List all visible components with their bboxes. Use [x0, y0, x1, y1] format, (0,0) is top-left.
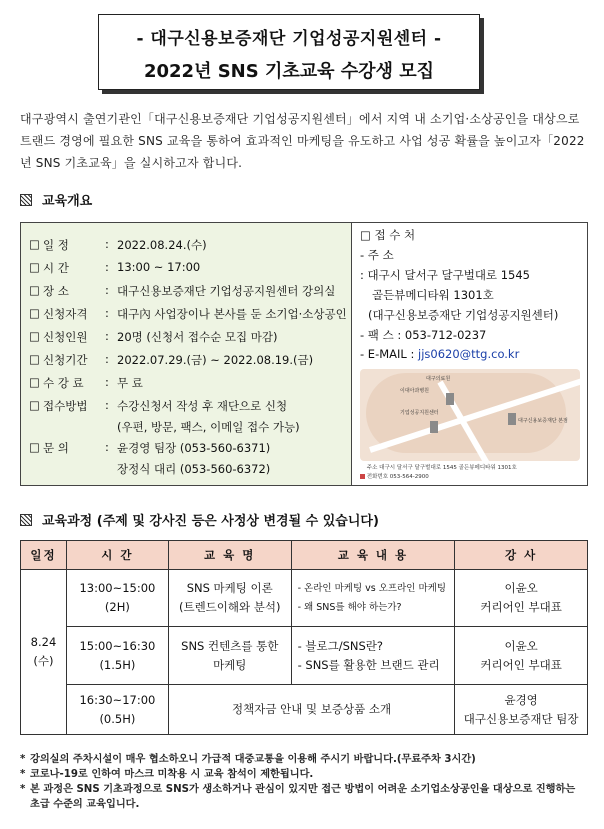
- reception-panel: [351, 223, 587, 485]
- overview-details: [21, 223, 351, 485]
- notes: [20, 752, 586, 812]
- overview-date-value: 2022.08.24.(수): [117, 238, 207, 252]
- overview-eligibility-row: □ 신청자격 : 대구內 사업장이나 본사를 둔 소기업·소상공인: [29, 306, 347, 321]
- reception-addr-label: - 주 소: [360, 248, 394, 262]
- overview-fee-row: □ 수 강 료 : 무 료: [29, 375, 143, 390]
- overview-time-row: □ 시 간 : 13:00 ~ 17:00: [29, 260, 201, 275]
- header-content: 교 육 내 용: [291, 541, 455, 570]
- content-cell: - 온라인 마케팅 vs 오프라인 마케팅 - 왜 SNS를 해야 하는가?: [291, 570, 455, 627]
- note-item: * 본 과정은 SNS 기초과정으로 SNS가 생소하거나 관심이 있지만 접근 방법이 어려운 소기업소상공인을 대상으로 진행하는 초급 수준의 교육입니다.: [20, 782, 586, 812]
- overview-box: [20, 222, 588, 486]
- reception-addr3: (대구신용보증재단 기업성공지원센터): [368, 308, 559, 322]
- header-time: 시 간: [66, 541, 168, 570]
- overview-method-row: □ 접수방법 : 수강신청서 작성 후 재단으로 신청: [29, 398, 288, 413]
- overview-place-row: □ 장 소 : 대구신용보증재단 기업성공지원센터 강의실: [29, 283, 336, 298]
- section-curriculum-title: 교육과정 (주제 및 강사진 등은 사정상 변경될 수 있습니다): [42, 514, 379, 529]
- location-map: 대구의료원 이대아과병원 대구신용보증재단 본점 기업성공지원센터: [360, 369, 580, 461]
- section-overview-heading: [20, 190, 92, 209]
- table-row: [21, 627, 588, 685]
- phone-pin-icon: [360, 474, 365, 479]
- instructor-cell: 이윤오 커리어인 부대표: [455, 627, 588, 685]
- map-caption-phone: 전화번호 053-564-2900: [360, 472, 429, 480]
- course-cell: 정책자금 안내 및 보증상품 소개: [168, 685, 454, 735]
- course-cell: SNS 컨텐츠를 통한 마케팅: [168, 627, 291, 685]
- map-caption-address: 주소 대구시 달서구 달구벌대로 1545 골든뷰메디타워 1301호: [360, 463, 517, 471]
- time-cell: 15:00~16:30 (1.5H): [66, 627, 168, 685]
- content-cell: - 블로그/SNS란? - SNS를 활용한 브랜드 관리: [291, 627, 455, 685]
- map-pin-icon: [360, 465, 365, 470]
- overview-date-row: □ 일 정 : 2022.08.24.(수): [29, 237, 207, 252]
- note-item: * 강의실의 주차시설이 매우 협소하오니 가급적 대중교통을 이용해 주시기 바랍니다.(무료주차 3시간): [20, 752, 586, 767]
- overview-contact-sub: 장정식 대리 (053-560-6372): [117, 462, 271, 476]
- note-item: * 코로나-19로 인하여 마스크 미착용 시 교육 참석이 제한됩니다.: [20, 767, 586, 782]
- building-icon: [430, 421, 438, 433]
- section-overview-title: 교육개요: [42, 194, 93, 209]
- curriculum-table: [20, 540, 588, 735]
- instructor-cell: 윤경영 대구신용보증재단 팀장: [455, 685, 588, 735]
- section-marker-icon: [20, 514, 32, 526]
- section-curriculum-heading: [20, 510, 379, 529]
- course-cell: SNS 마케팅 이론 (트렌드이해와 분석): [168, 570, 291, 627]
- email-link[interactable]: jjs0620@ttg.co.kr: [418, 347, 520, 361]
- building-icon: [446, 393, 454, 405]
- title-box: [98, 14, 480, 90]
- date-cell: 8.24 (수): [21, 570, 67, 735]
- overview-period-row: □ 신청기간 : 2022.07.29.(금) ~ 2022.08.19.(금): [29, 352, 314, 367]
- reception-addr2: 골든뷰메디타워 1301호: [372, 288, 494, 302]
- header-date: 일정: [21, 541, 67, 570]
- reception-title: □ 접 수 처: [360, 228, 416, 242]
- overview-method-sub: (우편, 방문, 팩스, 이메일 접수 가능): [117, 420, 300, 434]
- reception-addr1: : 대구시 달서구 달구벌대로 1545: [360, 268, 530, 282]
- table-header-row: [21, 541, 588, 570]
- title-line2: 2022년 SNS 기초교육 수강생 모집: [143, 61, 435, 82]
- overview-capacity-row: □ 신청인원 : 20명 (신청서 접수순 모집 마감): [29, 329, 278, 344]
- table-row: [21, 685, 588, 735]
- reception-email: - E-MAIL : jjs0620@ttg.co.kr: [360, 347, 520, 361]
- building-icon: [508, 413, 516, 425]
- overview-contact-row: □ 문 의 : 윤경영 팀장 (053-560-6371): [29, 440, 271, 455]
- section-marker-icon: [20, 194, 32, 206]
- time-cell: 16:30~17:00 (0.5H): [66, 685, 168, 735]
- header-course: 교 육 명: [168, 541, 291, 570]
- table-row: [21, 570, 588, 627]
- reception-fax: - 팩 스 : 053-712-0237: [360, 328, 487, 342]
- intro-paragraph: 대구광역시 출연기관인「대구신용보증재단 기업성공지원센터」에서 지역 내 소기업·소상공인을 대상으로 트랜드 경영에 필요한 SNS 교육을 통하여 효과적인 마케팅을 유도하고 사업 성공 확률을 높이고자「2022년 SNS 기초교육」을 실시하고자 합니다.: [20, 112, 585, 170]
- instructor-cell: 이윤오 커리어인 부대표: [455, 570, 588, 627]
- title-line1: - 대구신용보증재단 기업성공지원센터 -: [136, 29, 442, 49]
- header-instructor: 강 사: [455, 541, 588, 570]
- time-cell: 13:00~15:00 (2H): [66, 570, 168, 627]
